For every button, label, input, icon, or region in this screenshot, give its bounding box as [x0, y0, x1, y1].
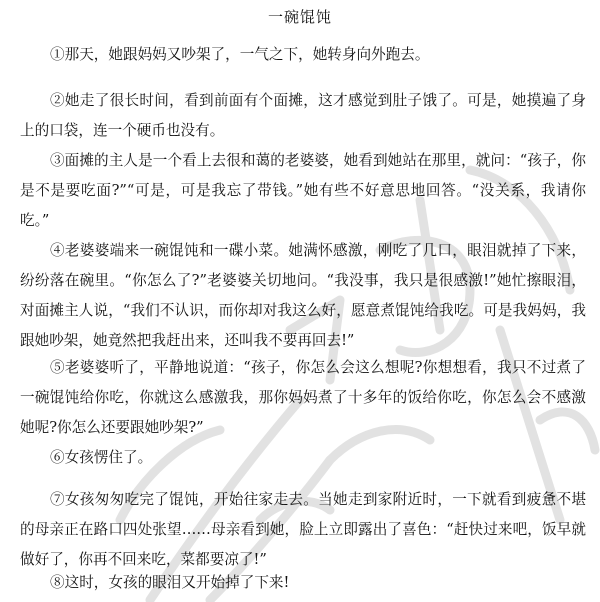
paragraph-1: ①那天，她跟妈妈又吵架了，一气之下，她转身向外跑去。	[50, 46, 430, 63]
paragraph-7: ⑦女孩匆匆吃完了馄饨，开始往家走去。当她走到家附近时，一下就看到疲惫不堪的母亲正在路口四处张望……母亲看到她，脸上立即露出了喜色：“赶快过来吧，饭早就做好了，你再不回来吃，菜都要凉了!”	[20, 491, 586, 568]
paragraph-8: ⑧这时，女孩的眼泪又开始掉了下来!	[50, 574, 290, 591]
paragraph-3: ③面摊的主人是一个看上去很和蔼的老婆婆，她看到她站在那里，就问：“孩子，你是不是要吃面?”“可是，可是我忘了带钱。”她有些不好意思地回答。“没关系，我请你吃。”	[20, 152, 586, 229]
document-title: 一碗馄饨	[267, 8, 332, 26]
paragraph-4: ④老婆婆端来一碗馄饨和一碟小菜。她满怀感激，刚吃了几口，眼泪就掉了下来，纷纷落在碗里。“你怎么了?”老婆婆关切地问。“我没事，我只是很感激!”她忙擦眼泪，对面摊主人说，“我们不认识，而你却对我这么好，愿意煮馄饨给我吃。可是我妈妈，我跟她吵架，她竟然把我赶出来，还叫我不要再回去!”	[20, 242, 586, 349]
paragraph-5: ⑤老婆婆听了，平静地说道：“孩子，你怎么会这么想呢?你想想看，我只不过煮了一碗馄饨给你吃，你就这么感激我，那你妈妈煮了十多年的饭给你吃，你怎么会不感激她呢?你怎么还要跟她吵架?”	[20, 359, 586, 436]
paragraph-6: ⑥女孩愣住了。	[50, 449, 153, 466]
paragraph-2: ②她走了很长时间，看到前面有个面摊，这才感觉到肚子饿了。可是，她摸遍了身上的口袋，连一个硬币也没有。	[20, 92, 586, 139]
